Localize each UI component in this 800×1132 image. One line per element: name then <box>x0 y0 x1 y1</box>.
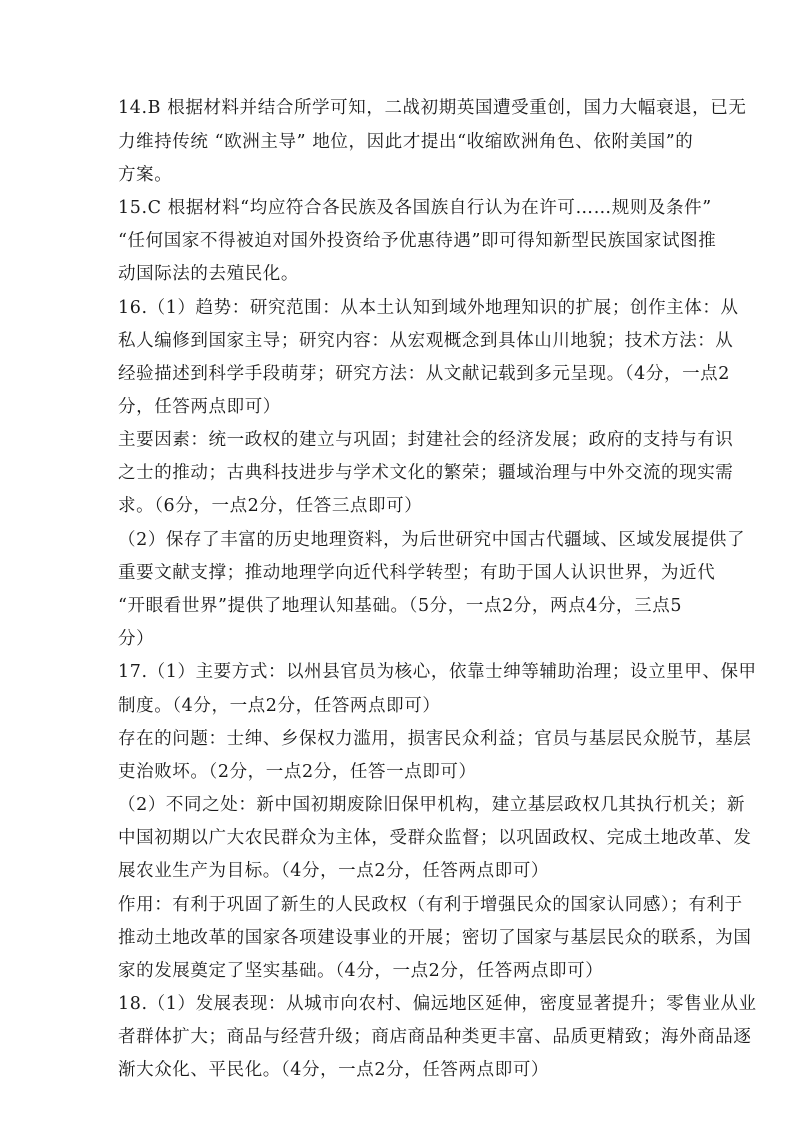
text-line: 方案。 <box>118 165 173 185</box>
text-line: “任何国家不得被迫对国外投资给予优惠待遇”即可得知新型民族国家试图推 <box>118 231 717 251</box>
text-line: 渐大众化、平民化。（4分，一点2分，任答两点即可） <box>118 1060 550 1080</box>
text-line: 经验描述到科学手段萌芽；研究方法：从文献记载到多元呈现。（4分，一点2 <box>118 364 731 384</box>
text-line: 力维持传统 “欧洲主导” 地位，因此才提出“收缩欧洲角色、依附美国”的 <box>118 132 694 152</box>
text-line: 分） <box>118 629 155 649</box>
text-line: 15.C 根据材料“均应符合各民族及各国族自行认为在许可……规则及条件” <box>118 198 712 218</box>
text-line: 中国初期以广大农民群众为主体，受群众监督；以巩固政权、完成土地改革、发 <box>118 828 752 848</box>
text-line: （2）保存了丰富的历史地理资料，为后世研究中国古代疆域、区域发展提供了 <box>118 530 746 550</box>
text-line: 重要文献支撑；推动地理学向近代科学转型；有助于国人认识世界，为近代 <box>118 563 716 583</box>
text-line: 制度。（4分，一点2分，任答两点即可） <box>118 696 441 716</box>
text-line: 存在的问题：士绅、乡保权力滥用，损害民众利益；官员与基层民众脱节，基层 <box>118 729 752 749</box>
text-line: 主要因素：统一政权的建立与巩固；封建社会的经济发展；政府的支持与有识 <box>118 430 734 450</box>
text-line: “开眼看世界”提供了地理认知基础。（5分，一点2分，两点4分，三点5 <box>118 596 683 616</box>
text-line: 家的发展奠定了坚实基础。（4分，一点2分，任答两点即可） <box>118 961 604 981</box>
text-line: 分，任答两点即可） <box>118 397 281 417</box>
text-line: 18.（1）发展表现：从城市向农村、偏远地区延伸，密度显著提升；零售业从业 <box>118 994 757 1014</box>
text-line: 吏治败坏。（2分，一点2分，任答一点即可） <box>118 762 477 782</box>
text-line: 动国际法的去殖民化。 <box>118 264 299 284</box>
text-line: 推动土地改革的国家各项建设事业的开展；密切了国家与基层民众的联系，为国 <box>118 928 752 948</box>
text-line: 作用：有利于巩固了新生的人民政权（有利于增强民众的国家认同感）；有利于 <box>118 895 743 915</box>
text-line: 14.B 根据材料并结合所学可知，二战初期英国遭受重创，国力大幅衰退，已无 <box>118 98 747 118</box>
text-line: （2）不同之处：新中国初期废除旧保甲机构，建立基层政权几其执行机关；新 <box>118 795 746 815</box>
text-line: 17.（1）主要方式：以州县官员为核心，依靠士绅等辅助治理；设立里甲、保甲 <box>118 662 757 682</box>
text-line: 之士的推动；古典科技进步与学术文化的繁荣；疆域治理与中外交流的现实需 <box>118 463 734 483</box>
text-line: 16.（1）趋势：研究范围：从本土认知到域外地理知识的扩展；创作主体：从 <box>118 298 739 318</box>
text-line: 展农业生产为目标。（4分，一点2分，任答两点即可） <box>118 861 550 881</box>
text-line: 者群体扩大；商品与经营升级；商店商品种类更丰富、品质更精致；海外商品逐 <box>118 1027 752 1047</box>
text-line: 私人编修到国家主导；研究内容：从宏观概念到具体山川地貌；技术方法：从 <box>118 331 734 351</box>
text-line: 求。（6分，一点2分，任答三点即可） <box>118 496 423 516</box>
